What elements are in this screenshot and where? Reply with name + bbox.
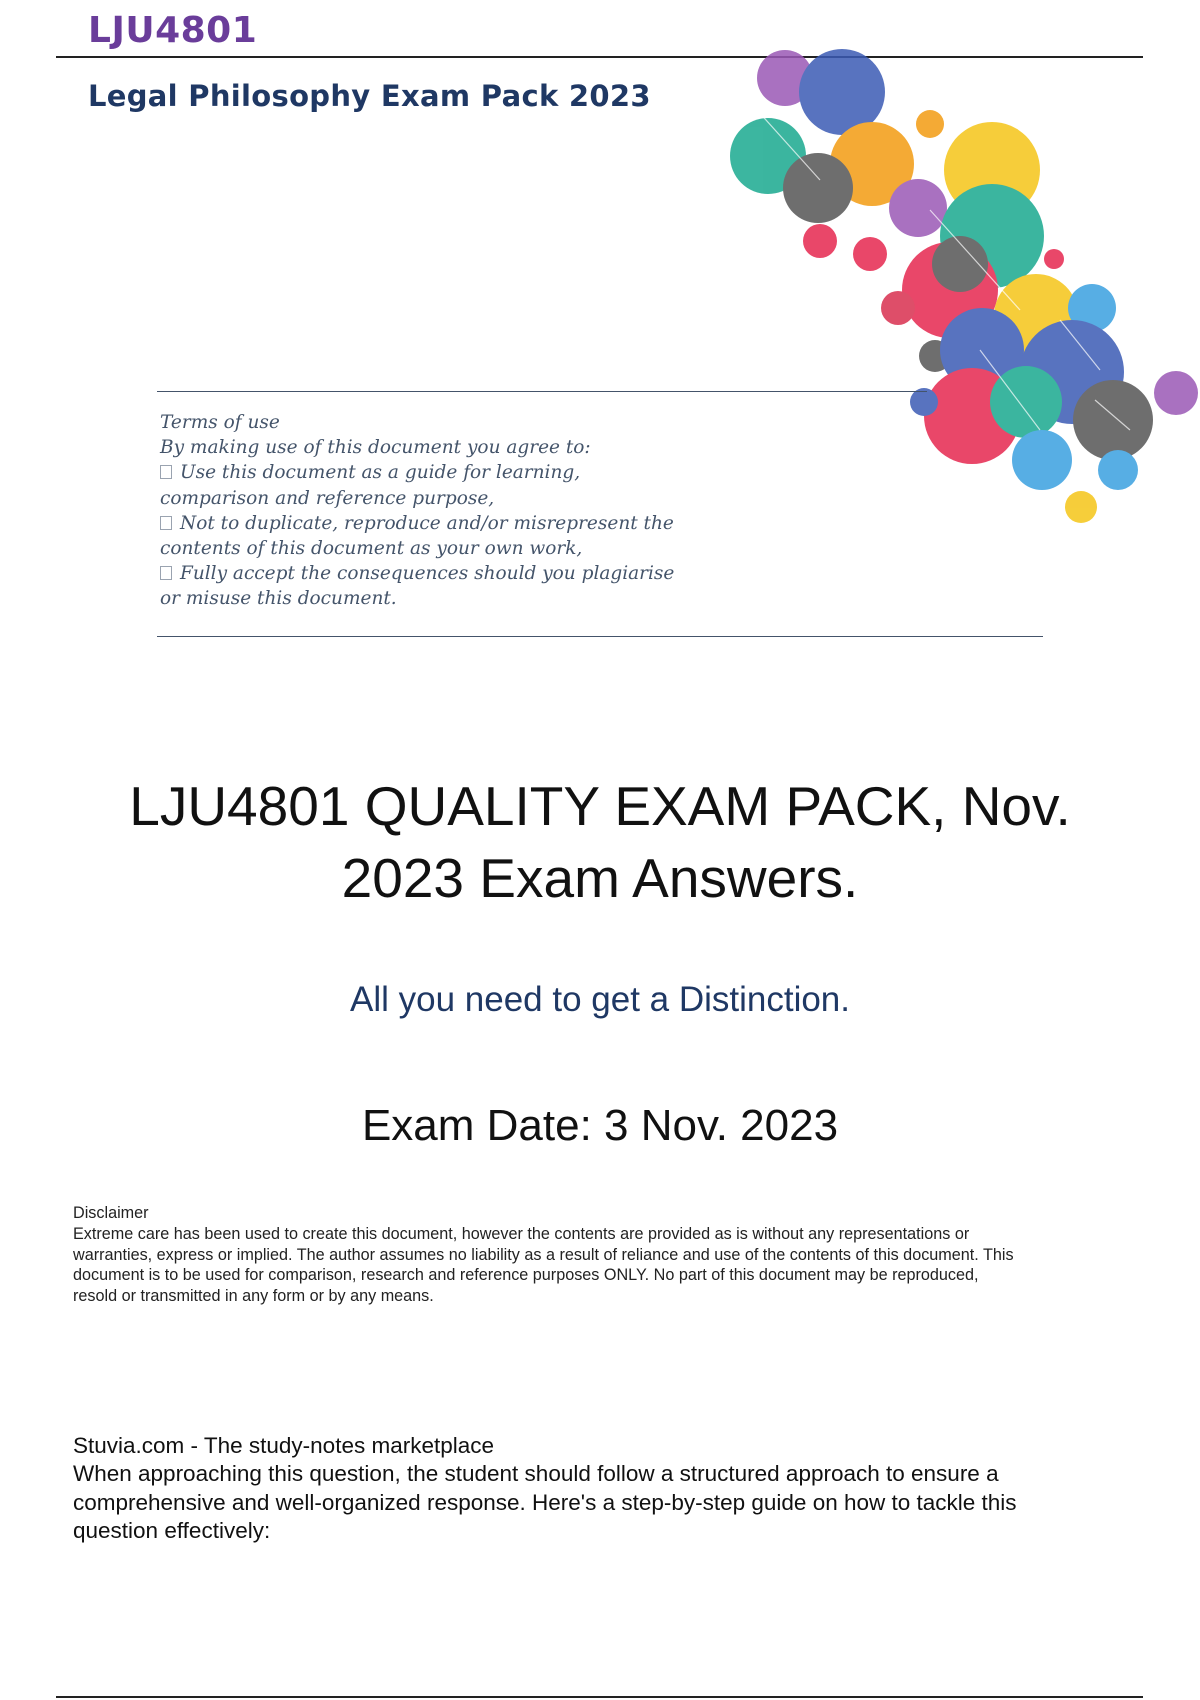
- terms-of-use: [160, 410, 720, 612]
- footer-text: [73, 1432, 1153, 1546]
- document-subtitle: Legal Philosophy Exam Pack 2023: [88, 79, 651, 113]
- terms-top-divider: [157, 391, 927, 392]
- terms-item-continued: contents of this document as your own work,: [160, 538, 583, 560]
- terms-item-continued: comparison and reference purpose,: [160, 487, 495, 509]
- checkbox-icon: [160, 465, 172, 479]
- exam-date: Exam Date: 3 Nov. 2023: [361, 1101, 839, 1150]
- body-line: question effectively:: [73, 1518, 271, 1544]
- terms-bottom-divider: [157, 636, 1043, 637]
- disclaimer-heading: Disclaimer: [73, 1204, 149, 1222]
- disclaimer: [73, 1203, 1143, 1307]
- disclaimer-line: resold or transmitted in any form or by any means.: [73, 1287, 434, 1306]
- terms-intro: By making use of this document you agree to:: [160, 437, 591, 459]
- main-title-line: LJU4801 QUALITY EXAM PACK, Nov.: [129, 775, 1071, 837]
- body-line: comprehensive and well-organized response. Here's a step-by-step guide on how to tackle this: [73, 1489, 1017, 1515]
- main-title: [60, 770, 1140, 914]
- disclaimer-line: Extreme care has been used to create this document, however the contents are provided as is without any representations or: [73, 1224, 970, 1243]
- tagline: All you need to get a Distinction.: [349, 980, 850, 1019]
- colorful-bubbles-graphic-icon: [700, 30, 1200, 540]
- main-title-line: 2023 Exam Answers.: [341, 847, 859, 909]
- checkbox-icon: [160, 566, 172, 580]
- body-line: When approaching this question, the student should follow a structured approach to ensure a: [73, 1461, 999, 1487]
- terms-item-continued: or misuse this document.: [160, 588, 397, 610]
- terms-item: Use this document as a guide for learning,: [160, 460, 720, 485]
- source-line: Stuvia.com - The study-notes marketplace: [73, 1433, 495, 1458]
- checkbox-icon: [160, 516, 172, 530]
- terms-item: Fully accept the consequences should you plagiarise: [160, 561, 720, 586]
- terms-heading: Terms of use: [160, 412, 280, 433]
- disclaimer-line: warranties, express or implied. The author assumes no liability as a result of reliance and use of the contents of this document. This: [73, 1245, 1014, 1264]
- course-code: LJU4801: [88, 10, 258, 51]
- bottom-divider: [56, 1696, 1143, 1698]
- disclaimer-line: document is to be used for comparison, research and reference purposes ONLY. No part of this document may be reproduced,: [73, 1266, 979, 1285]
- terms-item: Not to duplicate, reproduce and/or misrepresent the: [160, 511, 720, 536]
